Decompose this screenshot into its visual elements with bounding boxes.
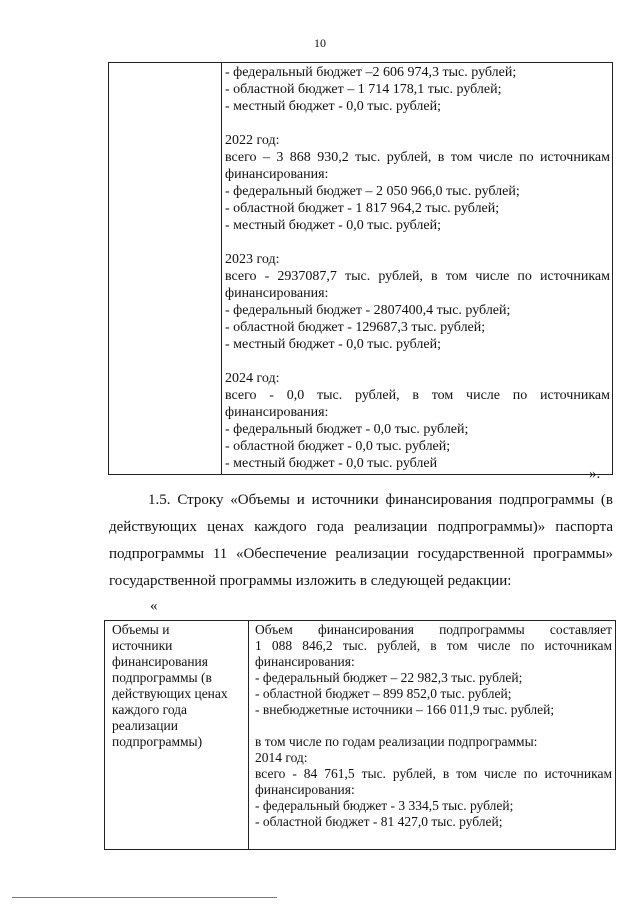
- table-line: - местный бюджет - 0,0 тыс. рублей;: [225, 218, 442, 233]
- blank-line: [225, 353, 610, 370]
- footer-rule: [12, 897, 277, 898]
- table-line: - федеральный бюджет - 2807400,4 тыс. рублей;: [225, 303, 511, 318]
- table-line: всего - 2937087,7 тыс. рублей, в том числе по источникам: [225, 269, 610, 284]
- table-line: - федеральный бюджет - 0,0 тыс. рублей;: [225, 422, 469, 437]
- row-heading-line: подпрограммы): [112, 734, 203, 749]
- table-line: - областной бюджет - 1 817 964,2 тыс. рублей;: [225, 201, 500, 216]
- table-line: - областной бюджет – 1 714 178,1 тыс. рублей;: [225, 82, 502, 97]
- table-line: - областной бюджет - 129687,3 тыс. рублей;: [225, 320, 486, 335]
- row-heading-cell: [105, 621, 249, 850]
- table-line: всего - 0,0 тыс. рублей, в том числе по источникам: [225, 388, 610, 403]
- row-heading-line: финансирования: [112, 654, 208, 669]
- table-line: 1 088 846,2 тыс. рублей, в том числе по источникам: [255, 638, 612, 653]
- table-line: - областной бюджет – 899 852,0 тыс. рублей;: [255, 686, 512, 701]
- year-heading: 2023 год:: [225, 252, 280, 267]
- table-line: финансирования:: [225, 167, 329, 182]
- year-heading: 2024 год:: [225, 371, 280, 386]
- closing-quote: ».: [589, 466, 601, 482]
- blank-line: [225, 115, 610, 132]
- table-line: всего – 3 868 930,2 тыс. рублей, в том числе по источникам: [225, 150, 610, 165]
- table-line: финансирования:: [225, 405, 329, 420]
- table-right-cell: [222, 63, 613, 475]
- table-line: - федеральный бюджет –2 606 974,3 тыс. рублей;: [225, 65, 517, 80]
- paragraph-line: 1.5. Строку «Объемы и источники финансирования подпрограммы (в: [148, 492, 613, 508]
- row-heading-line: каждого года: [112, 702, 188, 717]
- table-line: - областной бюджет - 81 427,0 тыс. рублей;: [255, 814, 503, 829]
- table-line: - федеральный бюджет - 3 334,5 тыс. рублей;: [255, 798, 514, 813]
- table-line: - местный бюджет - 0,0 тыс. рублей;: [225, 337, 442, 352]
- table-line: - местный бюджет - 0,0 тыс. рублей: [225, 456, 438, 471]
- table-line: - федеральный бюджет – 22 982,3 тыс. рублей;: [255, 670, 523, 685]
- table-line: всего - 84 761,5 тыс. рублей, в том числе по источникам: [255, 766, 612, 781]
- row-heading-line: источники: [112, 638, 173, 653]
- row-heading-line: действующих ценах: [112, 686, 228, 701]
- year-heading: 2014 год:: [255, 750, 308, 765]
- paragraph-line: государственной программы изложить в следующей редакции:: [109, 573, 512, 589]
- row-heading-line: реализации: [112, 718, 178, 733]
- opening-quote: «: [150, 598, 158, 614]
- subprogram-funding-table: [104, 620, 616, 850]
- row-heading-line: Объемы и: [112, 622, 170, 637]
- table-line: - областной бюджет - 0,0 тыс. рублей;: [225, 439, 451, 454]
- paragraph-line: действующих ценах каждого года реализации подпрограммы)» паспорта: [109, 519, 613, 535]
- table-line: финансирования:: [225, 286, 329, 301]
- table-line: финансирования:: [255, 782, 355, 797]
- table-left-cell: [109, 63, 222, 475]
- table-line: Объем финансирования подпрограммы составляет: [255, 622, 612, 637]
- row-heading-line: подпрограммы (в: [112, 670, 212, 685]
- table-line: - федеральный бюджет – 2 050 966,0 тыс. рублей;: [225, 184, 520, 199]
- page-number: 10: [314, 36, 326, 50]
- funding-details-cell: [249, 621, 616, 850]
- table-line: в том числе по годам реализации подпрограммы:: [255, 734, 538, 749]
- table-line: - местный бюджет - 0,0 тыс. рублей;: [225, 99, 442, 114]
- funding-table-continued: [108, 62, 613, 475]
- table-line: - внебюджетные источники – 166 011,9 тыс. рублей;: [255, 702, 555, 717]
- paragraph-line: подпрограммы 11 «Обеспечение реализации государственной программы»: [109, 546, 613, 562]
- year-heading: 2022 год:: [225, 133, 280, 148]
- blank-line: [225, 234, 610, 251]
- table-line: финансирования:: [255, 654, 355, 669]
- blank-line: [255, 718, 612, 734]
- amendment-paragraph: [109, 487, 613, 595]
